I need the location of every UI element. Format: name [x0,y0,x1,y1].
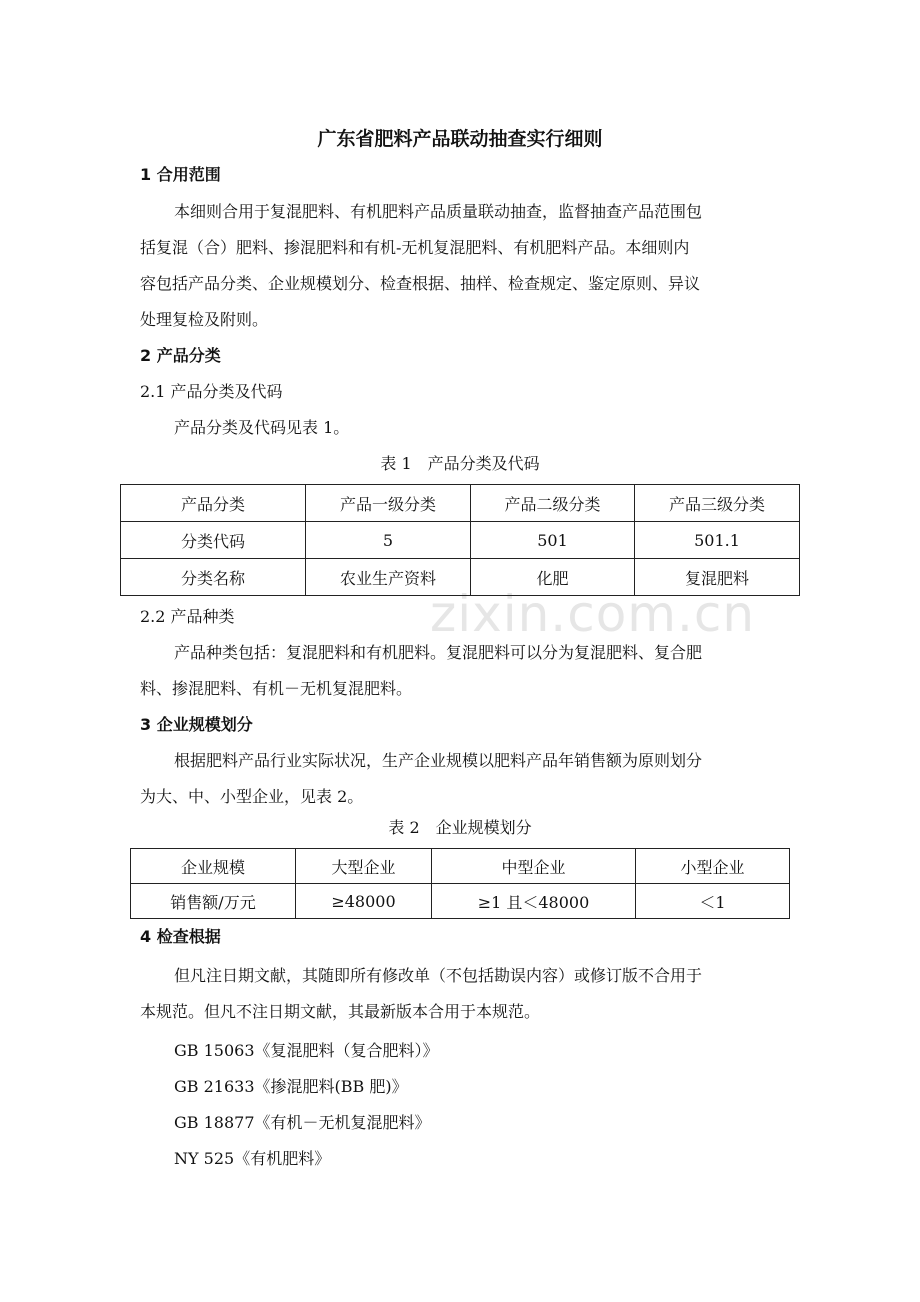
sec3-line-1: 根据肥料产品行业实际状况，生产企业规模以肥料产品年销售额为原则划分 [174,751,703,770]
table-cell: ＜1 [636,884,790,919]
table-row [121,522,800,559]
table-cell: 501.1 [635,522,800,559]
table-cell: 产品分类 [121,485,306,522]
sec1-line-3: 容包括产品分类、企业规模划分、检查根据、抽样、检查规定、鉴定原则、异议 [140,274,701,293]
table-1 [120,484,800,596]
table-cell: 销售额/万元 [131,884,296,919]
table-cell: 501 [471,522,635,559]
standard-item: GB 18877《有机－无机复混肥料》 [174,1113,431,1132]
table-cell: 5 [306,522,471,559]
sub-2-1-text: 产品分类及代码见表 1。 [174,418,350,437]
sub-2-2-line-1: 产品种类包括：复混肥料和有机肥料。复混肥料可以分为复混肥料、复合肥 [174,643,703,662]
section-4-heading: 4 检查根据 [140,927,221,946]
table-2 [130,848,790,919]
table-cell: ≥48000 [296,884,432,919]
section-1-heading: 1 合用范围 [140,165,221,184]
table-1-caption: 表 1 产品分类及代码 [380,454,540,473]
watermark: zixin.com.cn [430,585,756,643]
table-cell: 分类名称 [121,559,306,596]
table-row [131,884,790,919]
sec1-line-2: 括复混（合）肥料、掺混肥料和有机-无机复混肥料、有机肥料产品。本细则内 [140,238,690,257]
table-cell: 中型企业 [432,849,636,884]
table-cell: 产品一级分类 [306,485,471,522]
sub-2-2-heading: 2.2 产品种类 [140,607,235,626]
table-2-caption: 表 2 企业规模划分 [388,818,532,837]
sec3-line-2: 为大、中、小型企业，见表 2。 [140,787,364,806]
section-3-heading: 3 企业规模划分 [140,715,253,734]
table-cell: 农业生产资料 [306,559,471,596]
table-cell: 复混肥料 [635,559,800,596]
table-cell: 企业规模 [131,849,296,884]
sec1-line-1: 本细则合用于复混肥料、有机肥料产品质量联动抽查，监督抽查产品范围包 [174,202,703,221]
table-cell: 化肥 [471,559,635,596]
document-title: 广东省肥料产品联动抽查实行细则 [317,128,603,150]
table-row [131,849,790,884]
table-cell: 产品三级分类 [635,485,800,522]
sub-2-2-line-2: 料、掺混肥料、有机－无机复混肥料。 [140,679,413,698]
table-row [121,559,800,596]
table-row [121,485,800,522]
table-cell: 产品二级分类 [471,485,635,522]
sec1-line-4: 处理复检及附则。 [140,310,269,329]
sec4-line-1: 但凡注日期文献，其随即所有修改单（不包括勘误内容）或修订版不合用于 [174,966,703,985]
sub-2-1-heading: 2.1 产品分类及代码 [140,382,283,401]
sec4-line-2: 本规范。但凡不注日期文献，其最新版本合用于本规范。 [140,1002,541,1021]
table-cell: ≥1 且＜48000 [432,884,636,919]
standard-item: GB 21633《掺混肥料(BB 肥)》 [174,1077,408,1096]
table-cell: 小型企业 [636,849,790,884]
table-cell: 分类代码 [121,522,306,559]
standard-item: GB 15063《复混肥料（复合肥料）》 [174,1041,439,1060]
table-cell: 大型企业 [296,849,432,884]
standard-item: NY 525《有机肥料》 [174,1149,331,1168]
section-2-heading: 2 产品分类 [140,346,221,365]
